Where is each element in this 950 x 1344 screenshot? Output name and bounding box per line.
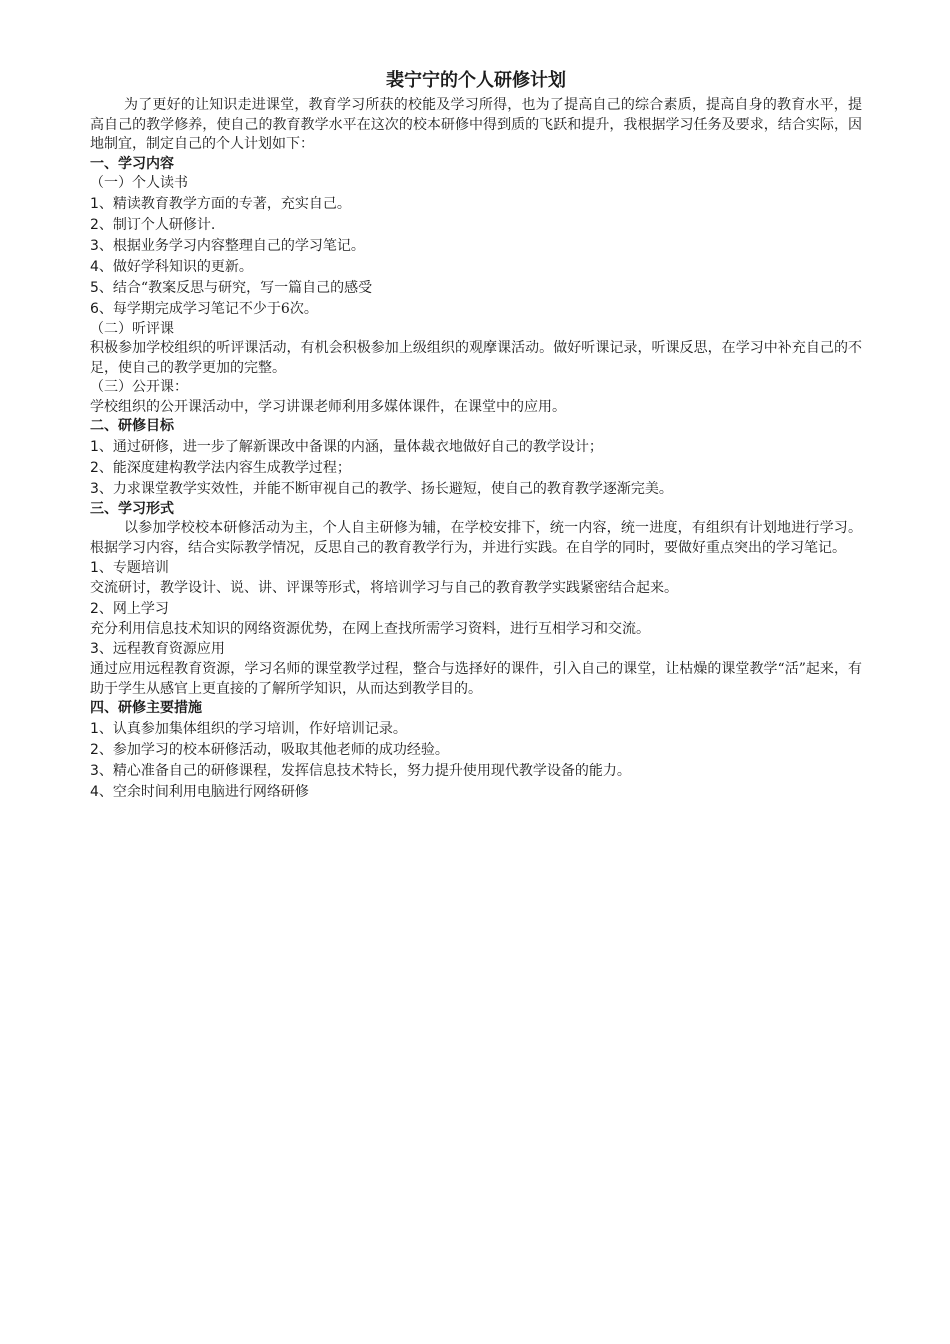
item-number: 2、 xyxy=(90,216,113,233)
list-item xyxy=(90,278,862,299)
item-number: 2、 xyxy=(90,600,113,617)
list-item xyxy=(90,558,862,579)
learning-form-intro: 以参加学校校本研修活动为主，个人自主研修为辅，在学校安排下，统一内容，统一进度，有组织有计划地进行学习。根据学习内容，结合实际教学情况，反思自己的教育教学行为，并进行实践。在自学的同时，要做好重点突出的学习笔记。 xyxy=(90,520,862,556)
item-label: 网上学习 xyxy=(112,600,169,617)
item-number: 3、 xyxy=(90,237,113,254)
item-description: 交流研讨，教学设计、说、讲、评课等形式，将培训学习与自己的教育教学实践紧密结合起来。 xyxy=(90,580,678,596)
item-description: 通过应用远程教育资源，学习名师的课堂教学过程，整合与选择好的课件，引入自己的课堂，让枯燥的课堂教学“活”起来，有助于学生从感官上更直接的了解所学知识，从而达到教学目的。 xyxy=(90,661,862,697)
section-heading-3: 三、学习形式 xyxy=(90,500,174,517)
item-text: 做好学科知识的更新。 xyxy=(112,258,253,275)
item-text: 参加学习的校本研修活动，吸取其他老师的成功经验。 xyxy=(112,741,449,758)
item-number: 5、 xyxy=(90,279,113,296)
subsection-reading: （一）个人读书 xyxy=(90,175,188,191)
item-description: 充分利用信息技术知识的网络资源优势，在网上查找所需学习资料，进行互相学习和交流。 xyxy=(90,620,650,637)
item-number: 3、 xyxy=(90,480,113,497)
item-number: 3、 xyxy=(90,762,113,779)
item-label: 专题培训 xyxy=(112,560,169,576)
list-item xyxy=(90,194,862,215)
list-item xyxy=(90,257,862,278)
list-item xyxy=(90,740,862,761)
list-item xyxy=(90,437,862,458)
open-class-text: 学校组织的公开课活动中，学习讲课老师利用多媒体课件，在课堂中的应用。 xyxy=(90,398,566,415)
item-number: 1、 xyxy=(90,438,113,455)
lesson-review-text: 积极参加学校组织的听评课活动，有机会积极参加上级组织的观摩课活动。做好听课记录，听课反思，在学习中补充自己的不足，使自己的教学更加的完整。 xyxy=(90,340,862,376)
list-item xyxy=(90,719,862,740)
item-number: 2、 xyxy=(90,741,113,758)
item-number: 2、 xyxy=(90,459,113,476)
list-item xyxy=(90,639,862,660)
item-label: 远程教育资源应用 xyxy=(112,641,225,657)
item-text: 能深度建构教学法内容生成教学过程； xyxy=(112,459,351,476)
item-number: 4、 xyxy=(90,258,113,275)
subsection-lesson-review: （二）听评课 xyxy=(90,320,174,337)
list-item xyxy=(90,299,862,320)
item-number: 3、 xyxy=(90,641,113,657)
item-number: 1、 xyxy=(90,720,113,737)
section-heading-2: 二、研修目标 xyxy=(90,418,174,434)
item-text: 每学期完成学习笔记不少于6次。 xyxy=(112,300,318,317)
item-text: 通过研修，进一步了解新课改中备课的内涵，量体裁衣地做好自己的教学设计； xyxy=(112,438,603,455)
item-text: 力求课堂教学实效性，并能不断审视自己的教学、扬长避短，使自己的教育教学逐渐完美。 xyxy=(112,480,673,497)
item-text: 根据业务学习内容整理自己的学习笔记。 xyxy=(112,237,365,254)
item-text: 制订个人研修计. xyxy=(112,216,216,233)
list-item xyxy=(90,761,862,782)
list-item xyxy=(90,479,862,500)
item-text: 精读教育教学方面的专著，充实自己。 xyxy=(112,195,351,212)
item-number: 1、 xyxy=(90,195,113,212)
item-text: 空余时间利用电脑进行网络研修 xyxy=(112,783,309,800)
item-text: 认真参加集体组织的学习培训，作好培训记录。 xyxy=(112,720,407,737)
item-text: 结合“教案反思与研究，写一篇自己的感受 xyxy=(112,279,373,296)
intro-paragraph: 为了更好的让知识走进课堂，教育学习所获的校能及学习所得，也为了提高自己的综合素质，提高自身的教育水平，提高自己的教学修养，使自己的教育教学水平在这次的校本研修中得到质的飞跃和提升，我根据学习任务及要求，结合实际，因地制宜，制定自己的个人计划如下： xyxy=(90,97,862,152)
item-number: 4、 xyxy=(90,783,113,800)
item-number: 1、 xyxy=(90,560,113,576)
list-item xyxy=(90,215,862,236)
list-item xyxy=(90,458,862,479)
list-item xyxy=(90,236,862,257)
list-item xyxy=(90,782,862,803)
list-item xyxy=(90,599,862,620)
document-title: 裴宁宁的个人研修计划 xyxy=(386,70,566,91)
section-heading-4: 四、研修主要措施 xyxy=(90,700,202,716)
document-page xyxy=(90,68,862,803)
item-text: 精心准备自己的研修课程，发挥信息技术特长，努力提升使用现代教学设备的能力。 xyxy=(112,762,631,779)
item-number: 6、 xyxy=(90,300,113,317)
subsection-open-class: （三）公开课： xyxy=(90,379,188,395)
section-heading-1: 一、学习内容 xyxy=(90,155,174,172)
